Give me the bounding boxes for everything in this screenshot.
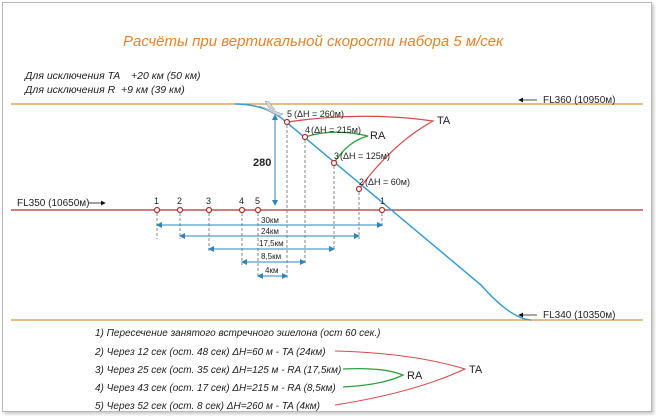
ta-curve-label: TA bbox=[437, 115, 451, 127]
note-r-value: +9 км (39 км) bbox=[121, 84, 185, 96]
fl350-point-4-label: 4 bbox=[239, 196, 245, 206]
distance-17km-label: 17,5км bbox=[259, 239, 284, 248]
legend-ra-curve bbox=[343, 369, 403, 387]
climb-point-4-label: 4 bbox=[305, 125, 311, 135]
fl350-point-4 bbox=[239, 196, 245, 213]
diagram-canvas bbox=[3, 3, 651, 411]
diagram-title: Расчёты при вертикальной скорости набора 5 м/сек bbox=[123, 33, 504, 50]
climb-point-5-label: 5 bbox=[287, 109, 293, 119]
climb-point-4-dh: (ΔH = 215м) bbox=[311, 125, 361, 135]
fl340-label: FL340 (10350м) bbox=[543, 310, 616, 321]
diagram-frame bbox=[2, 2, 652, 412]
distance-24km-label: 24км bbox=[261, 227, 279, 236]
climb-point-2 bbox=[357, 177, 410, 192]
fl350-point-1 bbox=[154, 196, 160, 213]
legend-ta-curve bbox=[335, 351, 465, 405]
distance-8km-label: 8,5км bbox=[261, 252, 282, 261]
legend-item-3: 3) Через 25 сек (ост. 35 сек) ΔH=125 м - RA (17,5км) bbox=[95, 365, 342, 376]
fl360-label: FL360 (10950м) bbox=[543, 95, 616, 106]
fl350-point-2-label: 2 bbox=[177, 196, 183, 206]
fl350-point-5 bbox=[255, 196, 261, 213]
legend-item-5: 5) Через 52 сек (ост. 8 сек) ΔH=260 м - TA (4км) bbox=[95, 401, 320, 411]
note-r-label: Для исключения R bbox=[25, 84, 116, 96]
ra-curve-label: RA bbox=[370, 130, 386, 142]
legend-item-4: 4) Через 43 сек (ост. 17 сек) ΔH=215 м - RA (8,5км) bbox=[95, 383, 336, 394]
legend-item-2: 2) Через 12 сек (ост. 48 сек) ΔH=60 м - TA (24км) bbox=[95, 347, 326, 358]
note-ta-value: +20 км (50 км) bbox=[131, 70, 201, 82]
climb-point-1 bbox=[380, 196, 386, 213]
distance-30km-label: 30км bbox=[261, 216, 279, 225]
climb-point-5 bbox=[285, 109, 344, 125]
climb-point-4 bbox=[303, 125, 361, 140]
legend-ta-label: TA bbox=[469, 364, 483, 376]
legend-item-1: 1) Пересечение занятого встречного эшелона (ост 60 сек.) bbox=[95, 328, 381, 339]
vertical-gap-label: 280 bbox=[253, 157, 272, 169]
fl350-point-3 bbox=[206, 196, 212, 213]
note-ta-label: Для исключения TA bbox=[25, 70, 121, 82]
climb-point-3-label: 3 bbox=[334, 151, 340, 161]
climb-point-3-dh: (ΔH = 125м) bbox=[340, 151, 390, 161]
climb-point-3 bbox=[332, 151, 390, 166]
distance-4km-label: 4км bbox=[265, 266, 279, 275]
fl350-point-2 bbox=[177, 196, 183, 213]
climb-point-5-dh: (ΔH = 260м) bbox=[294, 109, 344, 119]
fl350-point-1-label: 1 bbox=[154, 196, 160, 206]
fl350-point-3-label: 3 bbox=[206, 196, 212, 206]
legend-ra-label: RA bbox=[407, 370, 423, 382]
fl350-label: FL350 (10650м) bbox=[17, 198, 90, 209]
fl350-point-5-label: 5 bbox=[255, 196, 261, 206]
climb-point-2-dh: (ΔH = 60м) bbox=[365, 177, 410, 187]
climb-point-2-label: 2 bbox=[359, 177, 365, 187]
climb-point-1-label: 1 bbox=[380, 196, 386, 206]
